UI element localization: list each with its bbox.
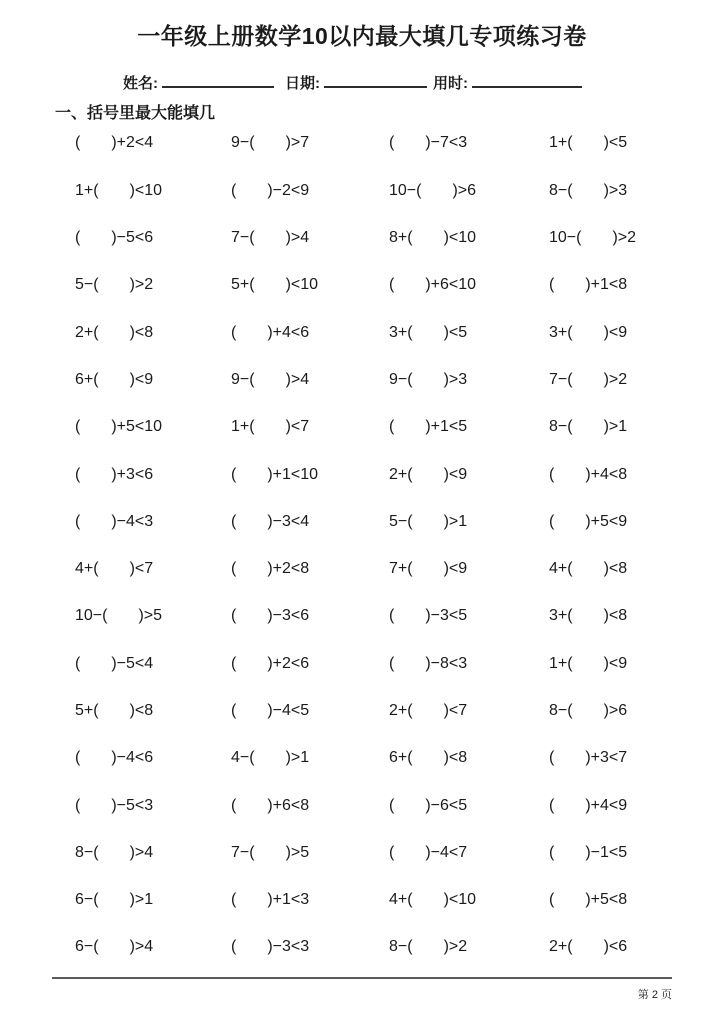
answer-blank — [99, 572, 130, 573]
problem-expression-pre: ( — [389, 418, 395, 436]
problem-expression-post: )>1 — [603, 418, 628, 436]
answer-blank — [394, 667, 425, 668]
answer-blank — [255, 383, 286, 384]
answer-blank — [236, 903, 267, 904]
problem-expression-pre: 1+( — [75, 181, 99, 199]
answer-blank — [413, 714, 444, 715]
problem-expression-post: )+2<4 — [111, 134, 154, 152]
problem-expression-post: )+3<7 — [585, 749, 628, 767]
problem-expression-post: )>7 — [285, 134, 310, 152]
problem-expression-post: )<9 — [603, 654, 628, 672]
problem-expression-post: )+1<10 — [267, 465, 319, 483]
answer-blank — [573, 146, 604, 147]
problem-expression-post: )<10 — [443, 229, 477, 247]
problem-expression-pre: ( — [389, 843, 395, 861]
problem-cell — [549, 606, 724, 653]
answer-blank — [236, 478, 267, 479]
problem-expression-pre: 6−( — [75, 938, 99, 956]
answer-blank — [80, 809, 111, 810]
problem-expression-post: )+5<8 — [585, 891, 628, 909]
date-label: 日期: — [285, 75, 320, 93]
problem-expression-post: )−3<5 — [425, 607, 468, 625]
answer-blank — [80, 146, 111, 147]
answer-blank — [255, 761, 286, 762]
answer-blank — [413, 950, 444, 951]
answer-blank — [255, 288, 286, 289]
problem-expression-post: )<10 — [443, 891, 477, 909]
problem-expression-post: )>4 — [129, 938, 154, 956]
problem-expression-pre: ( — [231, 702, 237, 719]
problem-cell — [389, 181, 549, 228]
problem-cell — [231, 181, 389, 228]
problem-expression-post: )+1<8 — [585, 276, 628, 294]
answer-blank — [554, 478, 585, 479]
problem-expression-post: )<6 — [603, 938, 628, 956]
problem-cell — [389, 796, 549, 843]
page-number: 第 2 页 — [637, 989, 672, 1001]
problem-expression-pre: 7−( — [231, 229, 255, 247]
problem-cell — [75, 275, 231, 322]
problem-expression-post: )<8 — [443, 749, 468, 767]
problem-expression-pre: 1+( — [231, 418, 255, 436]
problem-expression-pre: 4+( — [75, 560, 99, 578]
problem-cell — [549, 181, 724, 228]
problem-expression-pre: 10−( — [75, 607, 108, 625]
answer-blank — [236, 525, 267, 526]
problem-expression-pre: 4+( — [389, 891, 413, 909]
problem-expression-pre: ( — [231, 465, 237, 483]
problem-expression-post: )<10 — [129, 181, 163, 199]
problem-expression-pre: ( — [549, 749, 555, 767]
problem-cell — [231, 133, 389, 180]
problem-expression-post: )<5 — [603, 134, 628, 152]
answer-blank — [80, 667, 111, 668]
answer-blank — [107, 619, 138, 620]
problem-expression-pre: ( — [75, 749, 81, 767]
date-blank — [324, 73, 427, 88]
answer-blank — [573, 950, 604, 951]
problem-expression-post: )>4 — [129, 843, 154, 861]
problem-expression-pre: ( — [231, 796, 237, 814]
answer-blank — [80, 761, 111, 762]
problem-expression-post: )−4<6 — [111, 749, 154, 767]
info-fields-row — [123, 73, 724, 93]
problem-cell — [389, 748, 549, 795]
problem-expression-pre: ( — [389, 276, 395, 294]
problem-cell — [231, 606, 389, 653]
answer-blank — [99, 903, 130, 904]
problem-expression-post: )−5<4 — [111, 654, 154, 672]
problem-cell — [389, 323, 549, 370]
problem-expression-pre: 9−( — [231, 134, 255, 152]
problem-cell — [389, 512, 549, 559]
problem-cell — [389, 606, 549, 653]
problem-cell — [549, 654, 724, 701]
problem-expression-post: )−3<4 — [267, 512, 310, 530]
problem-cell — [389, 843, 549, 890]
problem-expression-post: )>2 — [443, 938, 468, 956]
problem-expression-pre: ( — [231, 323, 237, 341]
answer-blank — [236, 336, 267, 337]
problem-expression-post: )<8 — [603, 560, 628, 578]
answer-blank — [394, 430, 425, 431]
problem-expression-post: )>4 — [285, 229, 310, 247]
problem-cell — [389, 275, 549, 322]
answer-blank — [99, 714, 130, 715]
problem-cell — [231, 512, 389, 559]
problem-expression-pre: ( — [75, 229, 81, 247]
problem-expression-pre: ( — [389, 607, 395, 625]
problem-cell — [549, 559, 724, 606]
answer-blank — [255, 146, 286, 147]
problem-expression-pre: ( — [75, 512, 81, 530]
problem-expression-post: )−3<6 — [267, 607, 310, 625]
answer-blank — [255, 856, 286, 857]
answer-blank — [255, 430, 286, 431]
problem-expression-post: )+4<8 — [585, 465, 628, 483]
problem-expression-pre: ( — [231, 938, 237, 956]
problem-expression-post: )>3 — [603, 181, 628, 199]
problem-expression-post: )−1<5 — [585, 843, 628, 861]
answer-blank — [573, 667, 604, 668]
problem-expression-pre: ( — [231, 560, 237, 578]
answer-blank — [554, 525, 585, 526]
answer-blank — [394, 146, 425, 147]
answer-blank — [99, 194, 130, 195]
problem-cell — [231, 796, 389, 843]
problem-expression-post: )>4 — [285, 370, 310, 388]
problem-expression-pre: 1+( — [549, 134, 573, 152]
footer-divider — [52, 977, 672, 979]
problem-cell — [231, 654, 389, 701]
answer-blank — [236, 194, 267, 195]
problem-cell — [75, 512, 231, 559]
answer-blank — [394, 809, 425, 810]
problem-expression-pre: ( — [231, 654, 237, 672]
problem-expression-post: )−2<9 — [267, 181, 310, 199]
problem-cell — [231, 465, 389, 512]
problem-expression-pre: 6+( — [389, 749, 413, 767]
answer-blank — [99, 856, 130, 857]
answer-blank — [99, 383, 130, 384]
problem-cell — [75, 417, 231, 464]
problem-expression-post: )+1<3 — [267, 891, 310, 909]
problem-expression-pre: 5−( — [389, 512, 413, 530]
problem-cell — [549, 417, 724, 464]
problem-expression-pre: 10−( — [389, 181, 422, 199]
problem-expression-post: )−5<3 — [111, 796, 154, 814]
problem-expression-pre: 4+( — [549, 560, 573, 578]
problem-expression-pre: 8−( — [549, 181, 573, 199]
problem-cell — [549, 323, 724, 370]
problem-expression-post: )>1 — [285, 749, 310, 767]
problem-cell — [549, 796, 724, 843]
problem-expression-pre: ( — [75, 654, 81, 672]
answer-blank — [554, 761, 585, 762]
answer-blank — [236, 572, 267, 573]
problem-expression-post: )+5<9 — [585, 512, 628, 530]
problem-expression-pre: 3+( — [389, 323, 413, 341]
answer-blank — [413, 383, 444, 384]
problem-cell — [75, 228, 231, 275]
problem-expression-post: )<5 — [443, 323, 468, 341]
problem-expression-pre: ( — [389, 796, 395, 814]
answer-blank — [80, 478, 111, 479]
problem-expression-pre: 6+( — [75, 370, 99, 388]
problem-cell — [549, 228, 724, 275]
problem-cell — [389, 654, 549, 701]
problem-expression-pre: ( — [549, 512, 555, 530]
problem-cell — [75, 748, 231, 795]
answer-blank — [236, 619, 267, 620]
problem-expression-pre: ( — [389, 654, 395, 672]
problem-expression-pre: 5−( — [75, 276, 99, 294]
problem-expression-post: )−4<3 — [111, 512, 154, 530]
problem-expression-post: )<7 — [285, 418, 310, 436]
problem-expression-post: )<7 — [129, 560, 154, 578]
page-title: 一年级上册数学10以内最大填几专项练习卷 — [137, 23, 587, 49]
problem-expression-post: )−4<5 — [267, 702, 310, 719]
problem-expression-pre: 5+( — [231, 276, 255, 294]
problem-cell — [389, 465, 549, 512]
problem-expression-pre: ( — [75, 465, 81, 483]
problem-expression-post: )−3<3 — [267, 938, 310, 956]
problem-expression-post: )>2 — [129, 276, 154, 294]
problem-cell — [75, 606, 231, 653]
answer-blank — [554, 288, 585, 289]
problem-expression-pre: ( — [549, 465, 555, 483]
answer-blank — [99, 288, 130, 289]
problem-expression-pre: ( — [75, 418, 81, 436]
problem-expression-pre: ( — [549, 796, 555, 814]
problem-cell — [389, 370, 549, 417]
problem-expression-post: )+4<9 — [585, 796, 628, 814]
problem-expression-post: )<8 — [129, 702, 154, 719]
problem-expression-post: )<9 — [603, 323, 628, 341]
answer-blank — [394, 619, 425, 620]
problem-cell — [75, 465, 231, 512]
problem-expression-post: )<7 — [443, 702, 468, 719]
answer-blank — [573, 572, 604, 573]
problem-cell — [389, 890, 549, 937]
answer-blank — [236, 950, 267, 951]
problem-cell — [75, 701, 231, 748]
problem-cell — [549, 748, 724, 795]
problem-expression-pre: ( — [231, 512, 237, 530]
name-label: 姓名: — [123, 75, 158, 93]
answer-blank — [99, 950, 130, 951]
problem-expression-pre: 2+( — [549, 938, 573, 956]
answer-blank — [413, 241, 444, 242]
answer-blank — [236, 667, 267, 668]
problem-cell — [549, 465, 724, 512]
problem-cell — [75, 559, 231, 606]
problem-expression-pre: ( — [75, 796, 81, 814]
answer-blank — [573, 619, 604, 620]
problem-cell — [75, 370, 231, 417]
time-used-blank — [472, 73, 582, 88]
answer-blank — [394, 288, 425, 289]
problem-expression-post: )+2<8 — [267, 560, 310, 578]
problem-expression-post: )+6<10 — [425, 276, 477, 294]
problem-cell — [231, 417, 389, 464]
answer-blank — [80, 430, 111, 431]
problem-cell — [231, 228, 389, 275]
problem-expression-pre: ( — [549, 891, 555, 909]
problem-expression-post: )>6 — [452, 181, 477, 199]
problem-cell — [231, 748, 389, 795]
problem-cell — [549, 370, 724, 417]
problem-expression-post: )<8 — [603, 607, 628, 625]
problem-cell — [231, 370, 389, 417]
problem-expression-post: )+5<10 — [111, 418, 163, 436]
problem-expression-pre: ( — [549, 843, 555, 861]
problem-cell — [549, 275, 724, 322]
problem-expression-post: )<8 — [129, 323, 154, 341]
problem-expression-post: )+1<5 — [425, 418, 468, 436]
answer-blank — [554, 856, 585, 857]
problem-expression-post: )+4<6 — [267, 323, 310, 341]
answer-blank — [413, 478, 444, 479]
problem-expression-post: )>5 — [138, 607, 163, 625]
problem-expression-post: )>3 — [443, 370, 468, 388]
problem-expression-pre: 9−( — [231, 370, 255, 388]
problem-expression-post: )>2 — [603, 370, 628, 388]
problem-expression-pre: 10−( — [549, 229, 582, 247]
problem-expression-pre: ( — [231, 181, 237, 199]
problem-expression-post: )>5 — [285, 843, 310, 861]
problem-cell — [231, 890, 389, 937]
problem-expression-pre: 7+( — [389, 560, 413, 578]
problem-expression-pre: 2+( — [389, 465, 413, 483]
problem-expression-pre: 2+( — [75, 323, 99, 341]
problem-expression-pre: ( — [549, 276, 555, 294]
problem-expression-pre: 7−( — [231, 843, 255, 861]
problem-cell — [389, 701, 549, 748]
problem-expression-post: )>1 — [129, 891, 154, 909]
answer-blank — [581, 241, 612, 242]
problem-expression-post: )−6<5 — [425, 796, 468, 814]
problem-cell — [549, 133, 724, 180]
answer-blank — [413, 572, 444, 573]
answer-blank — [236, 714, 267, 715]
problem-cell — [231, 323, 389, 370]
answer-blank — [421, 194, 452, 195]
problem-expression-post: )+6<8 — [267, 796, 310, 814]
problem-expression-post: )>1 — [443, 512, 468, 530]
problem-cell — [75, 796, 231, 843]
problem-cell — [75, 181, 231, 228]
problem-expression-pre: 8−( — [75, 843, 99, 861]
problem-cell — [389, 228, 549, 275]
answer-blank — [573, 336, 604, 337]
problem-expression-pre: 8+( — [389, 229, 413, 247]
problem-cell — [549, 890, 724, 937]
answer-blank — [394, 856, 425, 857]
problem-expression-post: )−4<7 — [425, 843, 468, 861]
problem-cell — [75, 843, 231, 890]
problem-cell — [75, 323, 231, 370]
problem-expression-pre: ( — [389, 134, 395, 152]
problem-cell — [75, 133, 231, 180]
answer-blank — [80, 241, 111, 242]
problem-expression-pre: 4−( — [231, 749, 255, 767]
answer-blank — [554, 903, 585, 904]
problem-cell — [389, 417, 549, 464]
time-used-label: 用时: — [433, 75, 468, 93]
answer-blank — [413, 761, 444, 762]
answer-blank — [80, 525, 111, 526]
answer-blank — [413, 336, 444, 337]
problem-expression-pre: 8−( — [389, 938, 413, 956]
problem-expression-pre: 3+( — [549, 607, 573, 625]
answer-blank — [236, 809, 267, 810]
problem-expression-post: )+2<6 — [267, 654, 310, 672]
problem-expression-pre: 8−( — [549, 702, 573, 719]
problem-expression-pre: 9−( — [389, 370, 413, 388]
problem-expression-pre: ( — [75, 134, 81, 152]
problem-expression-pre: 3+( — [549, 323, 573, 341]
name-blank — [162, 73, 274, 88]
problem-expression-pre: 1+( — [549, 654, 573, 672]
problem-cell — [389, 133, 549, 180]
problem-cell — [549, 701, 724, 748]
problem-expression-post: )<9 — [129, 370, 154, 388]
problems-grid — [75, 133, 724, 984]
problem-cell — [75, 890, 231, 937]
answer-blank — [573, 714, 604, 715]
problem-expression-pre: 6−( — [75, 891, 99, 909]
problem-cell — [389, 559, 549, 606]
answer-blank — [554, 809, 585, 810]
problem-cell — [549, 512, 724, 559]
problem-expression-pre: 7−( — [549, 370, 573, 388]
problem-expression-post: )>2 — [612, 229, 637, 247]
problem-cell — [75, 654, 231, 701]
answer-blank — [573, 383, 604, 384]
problem-cell — [231, 559, 389, 606]
answer-blank — [573, 430, 604, 431]
answer-blank — [255, 241, 286, 242]
problem-expression-post: )<9 — [443, 465, 468, 483]
problem-expression-pre: 8−( — [549, 418, 573, 436]
answer-blank — [413, 525, 444, 526]
problem-expression-post: )>6 — [603, 702, 628, 719]
problem-cell — [231, 843, 389, 890]
problem-expression-post: )−7<3 — [425, 134, 468, 152]
problem-expression-pre: ( — [231, 891, 237, 909]
problem-expression-pre: 2+( — [389, 702, 413, 719]
problem-expression-post: )<9 — [443, 560, 468, 578]
problem-expression-post: )−5<6 — [111, 229, 154, 247]
answer-blank — [99, 336, 130, 337]
problem-expression-post: )+3<6 — [111, 465, 154, 483]
answer-blank — [573, 194, 604, 195]
problem-cell — [549, 843, 724, 890]
section-heading: 一、括号里最大能填几 — [55, 105, 216, 123]
problem-cell — [231, 701, 389, 748]
problem-expression-post: )<10 — [285, 276, 319, 294]
problem-cell — [231, 275, 389, 322]
problem-expression-pre: 5+( — [75, 702, 99, 719]
answer-blank — [413, 903, 444, 904]
problem-expression-pre: ( — [231, 607, 237, 625]
problem-expression-post: )−8<3 — [425, 654, 468, 672]
